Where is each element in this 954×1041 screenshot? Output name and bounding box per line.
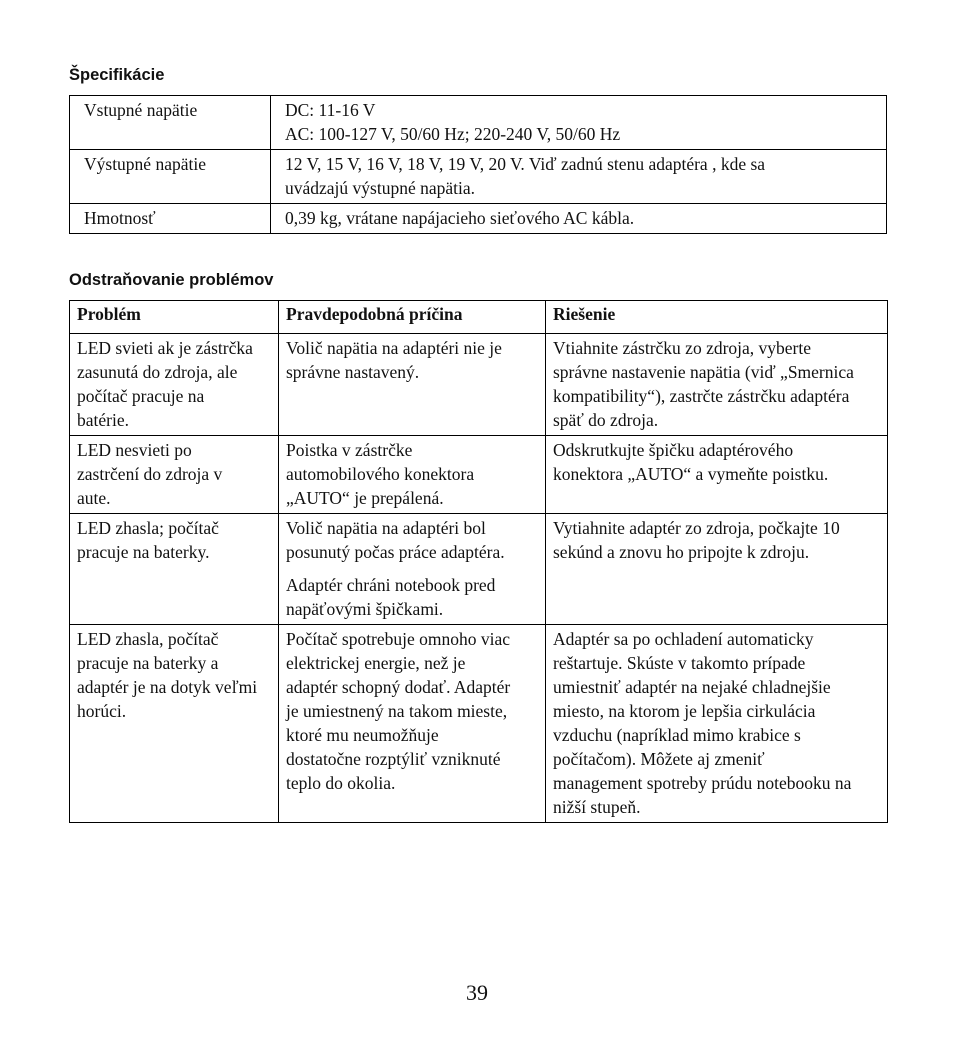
problem-cell — [70, 625, 279, 823]
cause-cell — [279, 514, 546, 625]
spec-row — [70, 150, 887, 204]
troubleshooting-row — [70, 625, 888, 823]
spec-value — [271, 150, 887, 204]
solution-cell — [546, 514, 888, 625]
cause-line: Volič napätia na adaptéri bol — [286, 518, 486, 538]
spec-value-line: DC: 11-16 V — [285, 100, 376, 120]
cause-line: ktoré mu neumožňuje — [286, 725, 439, 745]
problem-line: adaptér je na dotyk veľmi — [77, 677, 258, 697]
cause-line: „AUTO“ je prepálená. — [286, 488, 444, 508]
troubleshooting-row — [70, 334, 888, 436]
problem-cell — [70, 334, 279, 436]
cause-line: elektrickej energie, než je — [286, 653, 466, 673]
problem-line: pracuje na baterky a — [77, 653, 219, 673]
problem-line: LED zhasla, počítač — [77, 629, 219, 649]
solution-line: konektora „AUTO“ a vymeňte poistku. — [553, 464, 829, 484]
cause-line: správne nastavený. — [286, 362, 420, 382]
troubleshooting-row — [70, 514, 888, 625]
spec-value — [271, 204, 887, 234]
spec-value-line: AC: 100-127 V, 50/60 Hz; 220-240 V, 50/60 Hz — [285, 124, 621, 144]
cause-note-line: napäťovými špičkami. — [286, 599, 444, 619]
specifications-table-body — [70, 96, 887, 234]
spec-value-line: 12 V, 15 V, 16 V, 18 V, 19 V, 20 V. Viď zadnú stenu adaptéra , kde sa — [285, 154, 766, 174]
spec-label: Hmotnosť — [70, 204, 271, 234]
problem-line: batérie. — [77, 410, 129, 430]
solution-line: sekúnd a znovu ho pripojte k zdroju. — [553, 542, 810, 562]
cause-line: teplo do okolia. — [286, 773, 396, 793]
problem-line: aute. — [77, 488, 111, 508]
specifications-heading: Špecifikácie — [69, 66, 165, 84]
page-number: 39 — [466, 980, 488, 1005]
solution-line: management spotreby prúdu notebooku na — [553, 773, 852, 793]
cause-line: automobilového konektora — [286, 464, 475, 484]
problem-line: zastrčení do zdroja v — [77, 464, 223, 484]
spec-label: Vstupné napätie — [70, 96, 271, 150]
cause-note-line: Adaptér chráni notebook pred — [286, 575, 496, 595]
spec-value — [271, 96, 887, 150]
problem-line: pracuje na baterky. — [77, 542, 210, 562]
cause-line: Poistka v zástrčke — [286, 440, 413, 460]
spec-row — [70, 204, 887, 234]
column-header-solution: Riešenie — [546, 301, 888, 334]
solution-line: reštartuje. Skúste v takomto prípade — [553, 653, 806, 673]
troubleshooting-heading: Odstraňovanie problémov — [69, 271, 274, 289]
cause-line: adaptér schopný dodať. Adaptér — [286, 677, 511, 697]
solution-line: Adaptér sa po ochladení automaticky — [553, 629, 814, 649]
solution-cell — [546, 625, 888, 823]
cause-cell — [279, 334, 546, 436]
solution-line: Odskrutkujte špičku adaptérového — [553, 440, 794, 460]
spec-row — [70, 96, 887, 150]
solution-cell — [546, 334, 888, 436]
cause-line: posunutý počas práce adaptéra. — [286, 542, 505, 562]
solution-line: správne nastavenie napätia (viď „Smernica — [553, 362, 854, 382]
column-header-problem: Problém — [70, 301, 279, 334]
solution-line: umiestniť adaptér na nejaké chladnejšie — [553, 677, 831, 697]
problem-line: LED svieti ak je zástrčka — [77, 338, 253, 358]
spec-label: Výstupné napätie — [70, 150, 271, 204]
problem-line: zasunutá do zdroja, ale — [77, 362, 238, 382]
problem-cell — [70, 514, 279, 625]
problem-line: LED zhasla; počítač — [77, 518, 219, 538]
cause-line: Počítač spotrebuje omnoho viac — [286, 629, 511, 649]
spec-value-line: 0,39 kg, vrátane napájacieho sieťového AC kábla. — [285, 208, 635, 228]
cause-note — [286, 573, 538, 621]
cause-line: je umiestnený na takom mieste, — [286, 701, 508, 721]
problem-cell — [70, 436, 279, 514]
cause-cell — [279, 436, 546, 514]
solution-line: počítačom). Môžete aj zmeniť — [553, 749, 765, 769]
cause-line: dostatočne rozptýliť vzniknuté — [286, 749, 501, 769]
solution-line: Vytiahnite adaptér zo zdroja, počkajte 10 — [553, 518, 840, 538]
troubleshooting-table — [69, 300, 888, 823]
problem-line: horúci. — [77, 701, 127, 721]
problem-line: počítač pracuje na — [77, 386, 205, 406]
cause-line: Volič napätia na adaptéri nie je — [286, 338, 502, 358]
spec-value-line: uvádzajú výstupné napätia. — [285, 178, 476, 198]
specifications-table — [69, 95, 887, 234]
solution-line: späť do zdroja. — [553, 410, 659, 430]
solution-line: vzduchu (napríklad mimo krabice s — [553, 725, 801, 745]
solution-line: miesto, na ktorom je lepšia cirkulácia — [553, 701, 816, 721]
column-header-cause: Pravdepodobná príčina — [279, 301, 546, 334]
troubleshooting-table-body — [70, 334, 888, 823]
troubleshooting-header-row — [70, 301, 888, 334]
problem-line: LED nesvieti po — [77, 440, 192, 460]
solution-line: kompatibility“), zastrčte zástrčku adaptéra — [553, 386, 850, 406]
troubleshooting-row — [70, 436, 888, 514]
solution-line: nižší stupeň. — [553, 797, 641, 817]
solution-cell — [546, 436, 888, 514]
solution-line: Vtiahnite zástrčku zo zdroja, vyberte — [553, 338, 812, 358]
cause-cell — [279, 625, 546, 823]
